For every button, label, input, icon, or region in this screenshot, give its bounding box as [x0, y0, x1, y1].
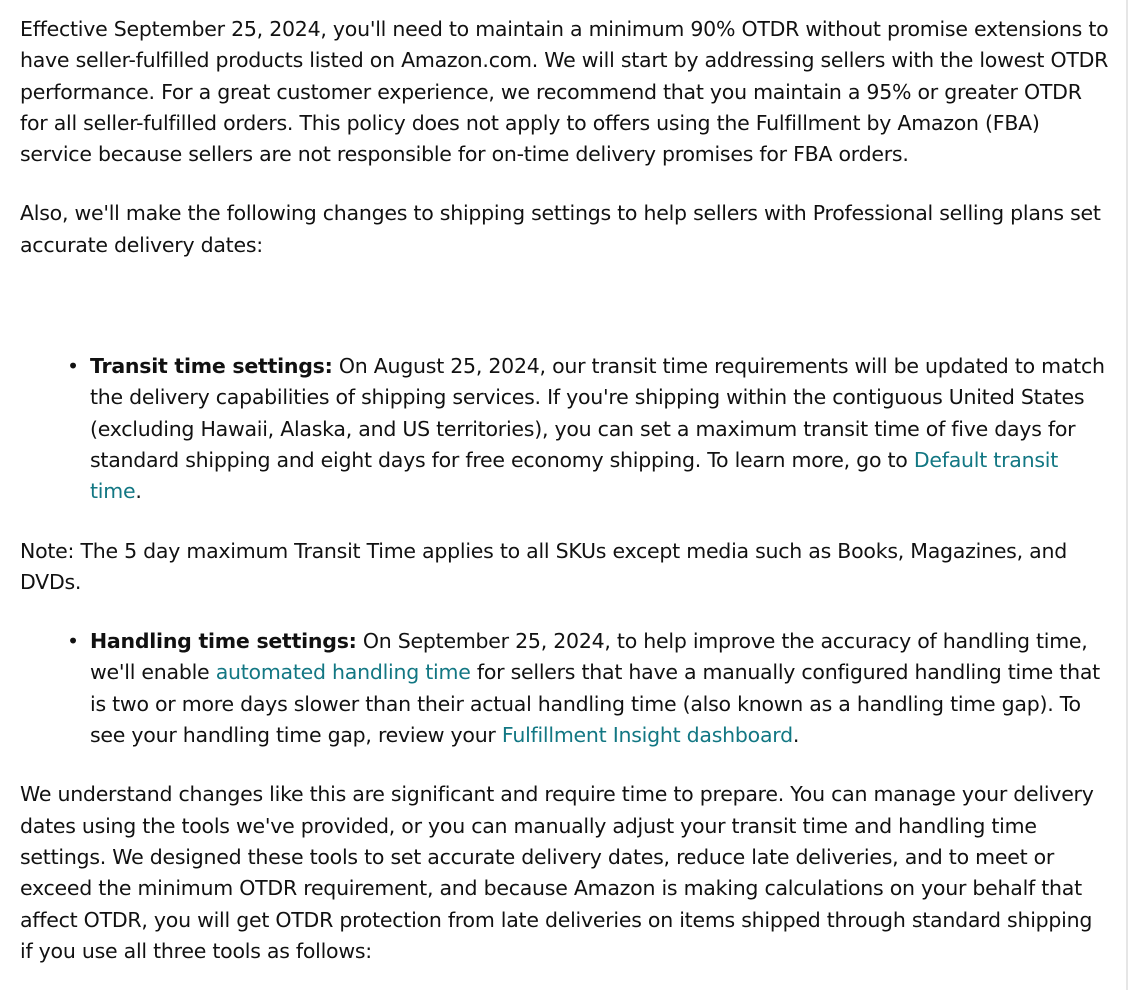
handling-time-period: . — [792, 723, 800, 748]
spacer — [20, 598, 1110, 626]
transit-time-period: . — [135, 479, 142, 504]
transit-note: Note: The 5 day maximum Transit Time applies to all SKUs except media such as Books, Magazines, and DVDs. — [20, 538, 1067, 594]
bullet-icon: • — [67, 354, 79, 379]
handling-time-title: Handling time settings: — [90, 629, 357, 654]
spacer — [20, 261, 1110, 351]
list-item-transit-time — [20, 351, 1110, 507]
spacer — [20, 170, 1110, 198]
intro-paragraph: Effective September 25, 2024, you'll need to maintain a minimum 90% OTDR without promise extensions to have seller-fulfilled products listed on Amazon.com. We will start by addressing sellers with the lowest OTDR performance. For a great customer experience, we recommend that you maintain a 95% or greater OTDR for all seller-fulfilled orders. This policy does not apply to offers using the Fulfillment by Amazon (FBA) service because sellers are not responsible for on-time delivery promises for FBA orders. — [20, 17, 1109, 167]
shipping-changes-intro: Also, we'll make the following changes to shipping settings to help sellers with Professional selling plans set accurate delivery dates: — [20, 201, 1101, 257]
transit-time-text: On August 25, 2024, our transit time requirements will be updated to match the delivery capabilities of shipping services. If you're shipping within the contiguous United States (excluding Hawaii, Alaska, and US territories), you can set a maximum transit time of five days for standard shipping and eight days for free economy shipping. To learn more, go to — [90, 354, 1105, 472]
handling-time-text-continued: for sellers that have a manually configured handling time that is two or more days slower than their actual handling time (also known as a handling time gap). To see your handling time gap, review your — [90, 660, 1100, 748]
policy-document — [20, 14, 1110, 967]
fulfillment-insight-dashboard-link[interactable]: Fulfillment Insight dashboard — [501, 723, 793, 748]
list-item-handling-time — [20, 626, 1110, 751]
transit-time-title: Transit time settings: — [90, 354, 333, 379]
handling-time-text: On September 25, 2024, to help improve the accuracy of handling time, we'll enable — [90, 629, 1088, 685]
spacer — [20, 751, 1110, 779]
bullet-icon: • — [67, 629, 79, 654]
spacer — [20, 508, 1110, 536]
default-transit-time-link[interactable]: Default transit time — [90, 447, 1058, 504]
automated-handling-time-link[interactable]: automated handling time — [215, 660, 471, 685]
closing-paragraph: We understand changes like this are significant and require time to prepare. You can manage your delivery dates using the tools we've provided, or you can manually adjust your transit time and handling time settings. We designed these tools to set accurate delivery dates, reduce late deliveries, and to meet or exceed the minimum OTDR requirement, and because Amazon is making calculations on your behalf that affect OTDR, you will get OTDR protection from late deliveries on items shipped through standard shipping if you use all three tools as follows: — [20, 782, 1094, 963]
